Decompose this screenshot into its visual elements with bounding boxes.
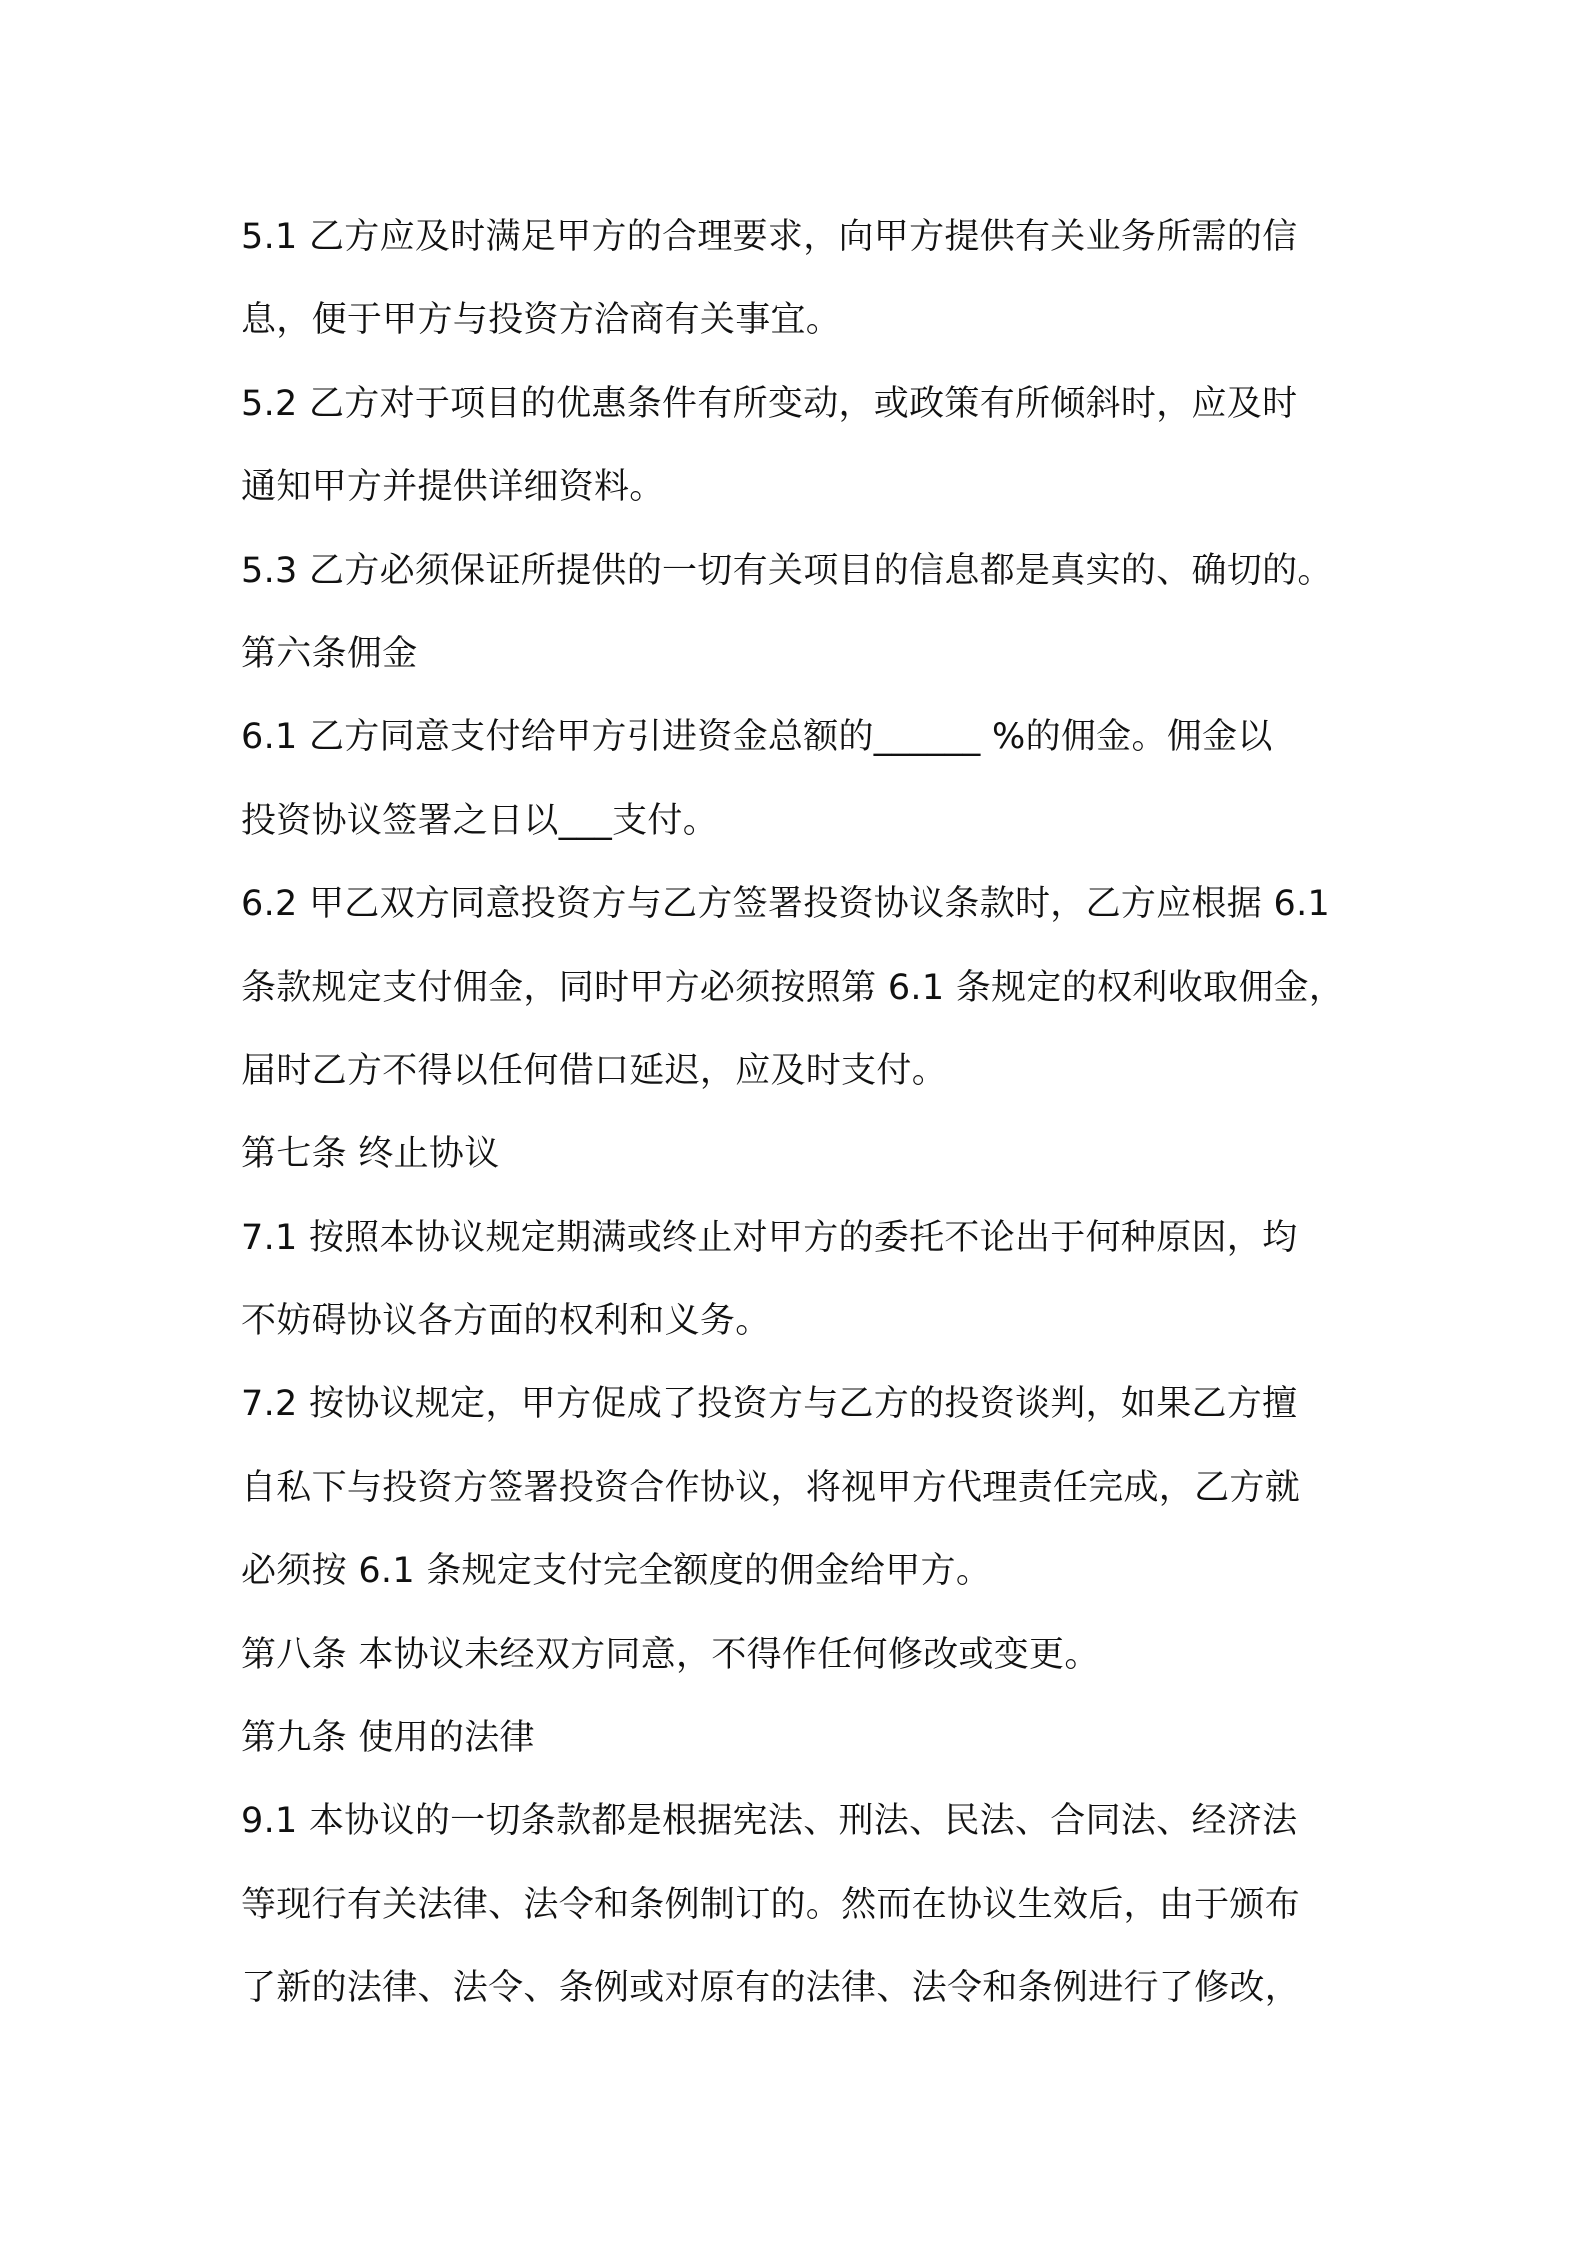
text-line: 必须按 6.1 条规定支付完全额度的佣金给甲方。 bbox=[241, 1551, 992, 1592]
section-heading: 第七条 终止协议 bbox=[241, 1134, 500, 1175]
text-line: 自私下与投资方签署投资合作协议，将视甲方代理责任完成，乙方就 bbox=[241, 1467, 1301, 1508]
text-line: 7.1 按照本协议规定期满或终止对甲方的委托不论出于何种原因，均 bbox=[241, 1217, 1298, 1258]
text-line: 不妨碍协议各方面的权利和义务。 bbox=[241, 1301, 771, 1342]
text-line: 5.1 乙方应及时满足甲方的合理要求，向甲方提供有关业务所需的信 bbox=[241, 217, 1298, 257]
text-line: 6.2 甲乙双方同意投资方与乙方签署投资协议条款时，乙方应根据 6.1 bbox=[241, 884, 1331, 925]
text-line: 7.2 按协议规定，甲方促成了投资方与乙方的投资谈判，如果乙方擅 bbox=[241, 1384, 1298, 1425]
text-line: 条款规定支付佣金，同时甲方必须按照第 6.1 条规定的权利收取佣金， bbox=[241, 967, 1345, 1008]
section-heading: 第八条 本协议未经双方同意，不得作任何修改或变更。 bbox=[241, 1634, 1100, 1675]
text-line: 5.3 乙方必须保证所提供的一切有关项目的信息都是真实的、确切的。 bbox=[241, 550, 1333, 591]
text-line: 5.2 乙方对于项目的优惠条件有所变动，或政策有所倾斜时，应及时 bbox=[241, 383, 1298, 424]
text-line: 届时乙方不得以任何借口延迟，应及时支付。 bbox=[241, 1050, 948, 1091]
text-line: 了新的法律、法令、条例或对原有的法律、法令和条例进行了修改， bbox=[241, 1968, 1301, 2009]
text-line: 6.1 乙方同意支付给甲方引进资金总额的______ %的佣金。佣金以 bbox=[241, 717, 1273, 758]
text-line: 通知甲方并提供详细资料。 bbox=[241, 467, 665, 508]
text-line: 9.1 本协议的一切条款都是根据宪法、刑法、民法、合同法、经济法 bbox=[241, 1801, 1298, 1842]
document-body bbox=[241, 196, 1381, 2031]
text-line: 息，便于甲方与投资方洽商有关事宜。 bbox=[241, 300, 842, 341]
text-line: 投资协议签署之日以___支付。 bbox=[241, 800, 719, 841]
section-heading: 第六条佣金 bbox=[241, 633, 418, 674]
text-line: 等现行有关法律、法令和条例制订的。然而在协议生效后，由于颁布 bbox=[241, 1884, 1301, 1925]
section-heading: 第九条 使用的法律 bbox=[241, 1718, 535, 1759]
